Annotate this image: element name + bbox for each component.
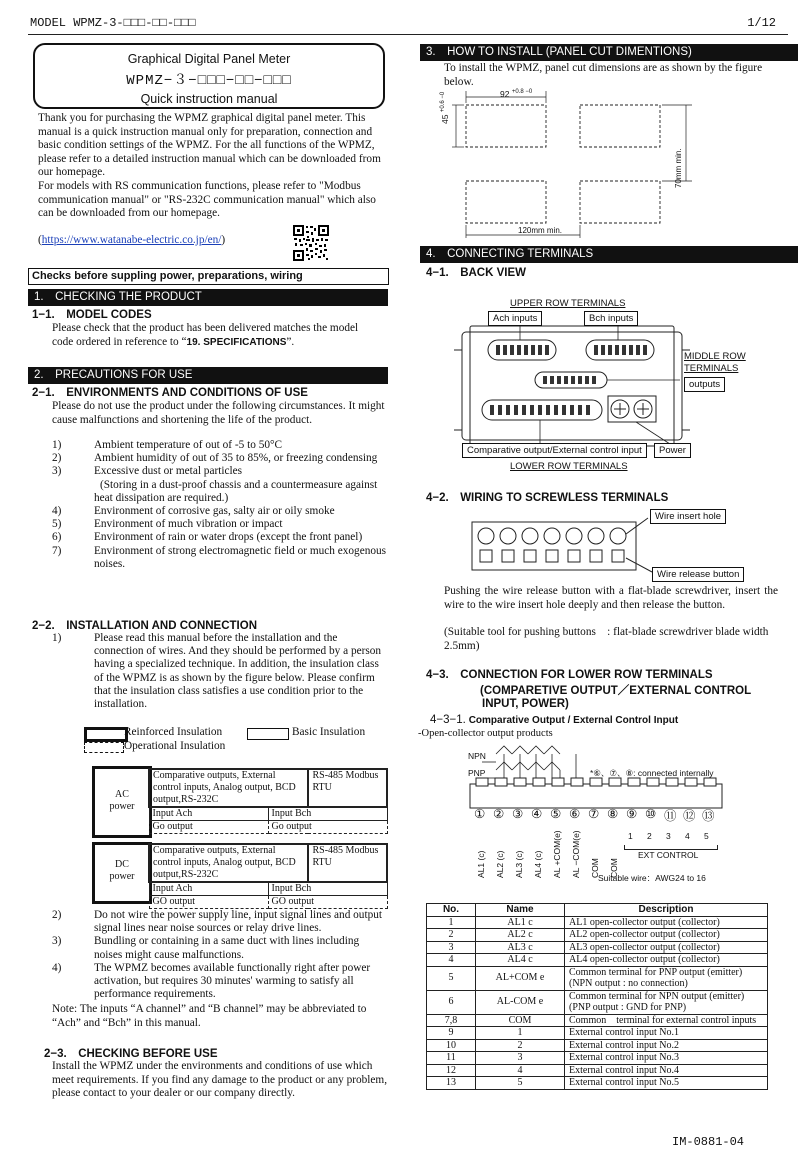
section-4-2-title: 4−2. WIRING TO SCREWLESS TERMINALS: [426, 492, 669, 504]
abbreviation-note: Note: The inputs “A channel” and “B channel” may be abbreviated to “Ach” and “Bch” in this manual.: [52, 1003, 367, 1029]
table-cell: AL2 c: [476, 929, 565, 942]
terminal-label-2: AL2 (c): [495, 850, 505, 878]
table-header-cell: No.: [427, 904, 476, 917]
page-number: 1/12: [747, 16, 776, 30]
terminal-label-8: COM: [609, 858, 619, 878]
intro-paragraph-2: For models with RS communication functions, please refer to "Modbus communication manual" or "RS-232C communication manual" which also can be downloaded from our homepage.: [38, 180, 376, 219]
npn-label: NPN: [468, 751, 486, 761]
inst-item-3-text: Bundling or containing in a same duct with lines including noises might cause malfunctions.: [94, 935, 360, 961]
terminal-numbers: [474, 806, 724, 822]
table-cell: 13: [427, 1077, 476, 1090]
table-cell: AL1 open-collector output (collector): [565, 916, 768, 929]
table-cell: Common terminal for PNP output (emitter) (NPN output : no connection): [565, 966, 768, 990]
env-item-5: [52, 518, 388, 531]
inst-item-3-num: 3): [52, 935, 62, 948]
table-cell: AL3 c: [476, 941, 565, 954]
section-4-3-title-line3: INPUT, POWER): [482, 698, 569, 710]
table-cell: 5: [476, 1077, 565, 1090]
reinforced-legend-swatch: [84, 727, 128, 742]
middle-row-label: MIDDLE ROW TERMINALS: [684, 351, 746, 374]
title-line2: WPMZ−３−□□□−□□−□□□: [126, 73, 292, 89]
table-cell: External control input No.3: [565, 1052, 768, 1065]
table-row: [427, 941, 768, 954]
env-item-2-num: 2): [52, 452, 62, 465]
dim-vertical-min: 70mm min.: [674, 148, 683, 188]
table-cell: 11: [427, 1052, 476, 1065]
env-item-1: [52, 439, 388, 452]
inst-item-1-text: Please read this manual before the installation and the connection of wires. And they should be performed by a person having a specialized technique. In addition, the insulation class of the WPMZ is as shown by the figure below. Please confirm that the insulation class satisfies a use condition prior to the installation.: [94, 632, 382, 711]
dim-width-value: 92: [500, 89, 510, 99]
env-item-5-num: 5): [52, 518, 62, 531]
operational-legend-swatch: [84, 742, 124, 753]
basic-legend-swatch: [247, 728, 289, 740]
env-item-1-num: 1): [52, 439, 62, 451]
wire-release-button-label: Wire release button: [652, 567, 744, 582]
ac-outputs-cell: Comparative outputs, External control inputs, Analog output, BCD output,RS-232C: [149, 769, 308, 807]
table-cell: AL+COM e: [476, 966, 565, 990]
ext-number-1: 1: [628, 831, 633, 841]
header-model: MODEL WPMZ-3-□□□-□□-□□□: [30, 16, 196, 30]
env-item-7-num: 7): [52, 544, 62, 557]
dim-height-tol: +0.6 −0: [440, 91, 447, 113]
env-item-3: [52, 465, 388, 505]
dc-rs485-cell: RS-485 Modbus RTU: [308, 844, 387, 882]
table-cell: 3: [476, 1052, 565, 1065]
basic-legend-label: Basic Insulation: [292, 726, 366, 738]
section-4-title: 4. CONNECTING TERMINALS: [420, 246, 798, 263]
ac-power-box: [92, 766, 152, 838]
env-item-6-num: 6): [52, 531, 62, 544]
table-cell: 6: [427, 990, 476, 1014]
env-item-2: [52, 452, 388, 465]
link-close: ): [221, 234, 226, 246]
table-row: [427, 1027, 768, 1040]
power-label: Power: [654, 443, 691, 458]
terminal-label-1: AL1 (c): [476, 850, 486, 878]
cutout-bottom-right: [580, 181, 660, 223]
lower-row-label: LOWER ROW TERMINALS: [510, 461, 628, 472]
env-item-2-text: Ambient humidity of out of 35 to 85%, or freezing condensing: [94, 452, 378, 465]
terminal-number-5: ⑤: [550, 807, 562, 821]
table-row: [427, 954, 768, 967]
table-cell: 7,8: [427, 1014, 476, 1027]
section-4-1-title: 4−1. BACK VIEW: [426, 267, 527, 279]
table-row: [427, 1014, 768, 1027]
reinforced-legend-label: Reinforced Insulation: [124, 726, 223, 738]
inst-item-4-text: The WPMZ becomes available functionally right after power activation, but requires 30 minutes' warming to satisfy all performance requirements.: [94, 961, 371, 1001]
table-cell: AL2 open-collector output (collector): [565, 929, 768, 942]
homepage-link[interactable]: https://www.watanabe-electric.co.jp/en/: [41, 234, 222, 246]
environment-list: [52, 439, 388, 571]
table-row: [427, 1052, 768, 1065]
comparative-output-label: Comparative output/External control input: [462, 443, 647, 458]
ac-rs485-cell: RS-485 Modbus RTU: [308, 769, 387, 807]
internal-connection-note: *⑥、⑦、⑧: connected internally: [590, 768, 714, 778]
section-1-title: 1. CHECKING THE PRODUCT: [28, 289, 388, 306]
inst-item-1-num: 1): [52, 632, 62, 644]
suitable-wire-label: Suitable wire：AWG24 to 16: [598, 873, 706, 883]
ac-insulation-table: [148, 768, 388, 834]
section-4-3-1-num: 4−3−1.: [430, 714, 466, 726]
table-cell: AL-COM e: [476, 990, 565, 1014]
ext-control-label: EXT CONTROL: [638, 850, 699, 860]
table-cell: 1: [427, 916, 476, 929]
section-3-title: 3. HOW TO INSTALL (PANEL CUT DIMENTIONS): [420, 44, 798, 61]
inst-item-2: [52, 909, 388, 935]
table-row: [427, 1039, 768, 1052]
model-codes-text-a: Please check that the product has been delivered matches the model code ordered in reference to “: [52, 322, 359, 348]
table-cell: 10: [427, 1039, 476, 1052]
table-cell: AL3 open-collector output (collector): [565, 941, 768, 954]
cutout-top-right: [580, 105, 660, 147]
qr-code-icon: [292, 224, 330, 262]
table-row: [427, 966, 768, 990]
terminal-number-13: ⑬: [702, 809, 715, 823]
env-item-3-note: (Storing in a dust-proof chassis and a countermeasure against heat dissipation are required.): [94, 478, 378, 504]
title-line3: Quick instruction manual: [140, 92, 278, 106]
table-cell: 2: [476, 1039, 565, 1052]
model-codes-text-b: ”.: [286, 335, 295, 348]
table-cell: 3: [427, 941, 476, 954]
dim-horizontal-min: 120mm min.: [518, 226, 563, 235]
section-2-1-title: 2−1. ENVIRONMENTS AND CONDITIONS OF USE: [32, 387, 308, 399]
terminal-number-2: ②: [493, 807, 505, 821]
env-item-7: [52, 545, 388, 571]
table-header-cell: Name: [476, 904, 565, 917]
ac-go2-cell: Go output: [268, 821, 387, 834]
ac-power-label: AC power: [109, 789, 135, 812]
ext-number-4: 4: [685, 831, 690, 841]
terminal-number-10: ⑩: [645, 807, 657, 821]
table-cell: 4: [427, 954, 476, 967]
ac-ach-cell: Input Ach: [149, 807, 268, 821]
table-cell: AL4 open-collector output (collector): [565, 954, 768, 967]
env-item-4-text: Environment of corrosive gas, salty air or oily smoke: [94, 505, 335, 518]
table-cell: External control input No.5: [565, 1077, 768, 1090]
env-item-6-text: Environment of rain or water drops (except the front panel): [94, 531, 363, 544]
section-2-3-title: 2−3. CHECKING BEFORE USE: [44, 1048, 218, 1060]
table-cell: External control input No.1: [565, 1027, 768, 1040]
wire-insert-hole-label: Wire insert hole: [650, 509, 726, 524]
env-item-7-text: Environment of strong electromagnetic field or much exogenous noises.: [94, 544, 387, 570]
table-cell: 9: [427, 1027, 476, 1040]
dc-insulation-table: [148, 843, 388, 909]
installation-item-1: [52, 632, 388, 711]
wiring-text: Pushing the wire release button with a flat-blade screwdriver, insert the wire to the wire insert hole deeply and then release the button.: [444, 585, 778, 611]
section-4-3-title-line2: (COMPARETIVE OUTPUT／EXTERNAL CONTROL: [480, 685, 752, 697]
operational-legend-label: Operational Insulation: [124, 740, 226, 752]
pnp-label: PNP: [468, 768, 486, 778]
upper-row-label: UPPER ROW TERMINALS: [510, 298, 626, 309]
table-cell: Common terminal for NPN output (emitter) (PNP output : GND for PNP): [565, 990, 768, 1014]
ac-bch-cell: Input Bch: [268, 807, 387, 821]
section-1-1-title: 1−1. MODEL CODES: [32, 309, 152, 321]
dim-width-tol: +0.8 −0: [511, 89, 533, 96]
table-cell: External control input No.2: [565, 1039, 768, 1052]
outputs-label: outputs: [684, 377, 725, 392]
terminal-number-6: ⑥: [569, 807, 581, 821]
title-line1: Graphical Digital Panel Meter: [127, 52, 291, 66]
ext-number-5: 5: [704, 831, 709, 841]
table-cell: AL4 c: [476, 954, 565, 967]
terminal-number-12: ⑫: [683, 809, 696, 823]
homepage-link-line: [38, 234, 225, 246]
dim-width: [500, 89, 532, 99]
link-open: (: [38, 234, 42, 246]
check-bar: Checks before suppling power, preparations, wiring: [28, 268, 389, 285]
section-4-3-1-title: [430, 714, 678, 726]
inst-item-2-num: 2): [52, 909, 62, 921]
terminal-number-3: ③: [512, 807, 524, 821]
table-header-cell: Description: [565, 904, 768, 917]
installation-list-2: [52, 909, 388, 1001]
section-4-3-title: 4−3. CONNECTION FOR LOWER ROW TERMINALS: [426, 669, 713, 681]
terminal-number-8: ⑧: [607, 807, 619, 821]
env-item-3-text: Excessive dust or metal particles: [94, 465, 243, 478]
title-box: [33, 43, 385, 109]
ext-number-3: 3: [666, 831, 671, 841]
table-cell: AL1 c: [476, 916, 565, 929]
document-number: IM-0881-04: [672, 1135, 745, 1149]
terminal-label-6: AL −COM(e): [571, 830, 581, 878]
cutout-bottom-left: [466, 181, 546, 223]
terminal-number-7: ⑦: [588, 807, 600, 821]
terminal-label-5: AL +COM(e): [552, 830, 562, 878]
ac-go1-cell: Go output: [149, 821, 268, 834]
table-row: [427, 916, 768, 929]
bch-inputs-label: Bch inputs: [584, 311, 638, 326]
dc-ach-cell: Input Ach: [149, 882, 268, 896]
model-codes-text: [52, 322, 382, 349]
table-cell: External control input No.4: [565, 1064, 768, 1077]
dc-power-box: [92, 842, 152, 904]
panel-cut-diagram: [430, 88, 730, 238]
table-row: [427, 1064, 768, 1077]
table-cell: 1: [476, 1027, 565, 1040]
dc-power-label: DC power: [109, 859, 135, 882]
table-cell: 2: [427, 929, 476, 942]
env-item-1-text: Ambient temperature of out of -5 to 50°C: [94, 439, 283, 451]
table-cell: 4: [476, 1064, 565, 1077]
spec-reference: 19. SPECIFICATIONS: [186, 336, 287, 348]
header-rule: [28, 34, 788, 35]
panel-cut-text: To install the WPMZ, panel cut dimensions are as shown by the figure below.: [444, 62, 763, 88]
terminal-table: [426, 903, 768, 1090]
terminal-number-9: ⑨: [626, 807, 638, 821]
cutout-top-left: [466, 105, 546, 147]
environment-intro: Please do not use the product under the following circumstances. It might cause malfunctions and shortening the life of the product.: [52, 400, 385, 426]
table-row: [427, 1077, 768, 1090]
env-item-3-num: 3): [52, 465, 62, 478]
checking-before-use-text: Install the WPMZ under the environments and conditions of use which meet requirements. If you find any damage to the product or any problem, please contact to your dealer or our company directly.: [52, 1060, 388, 1099]
dim-height: [440, 92, 450, 124]
terminal-table-body: [427, 916, 768, 1089]
terminal-table-header: [427, 904, 768, 917]
table-cell: Common terminal for external control inputs: [565, 1014, 768, 1027]
env-item-4: [52, 505, 388, 518]
ext-number-2: 2: [647, 831, 652, 841]
terminal-number-1: ①: [474, 807, 486, 821]
dc-go2-cell: GO output: [268, 896, 387, 909]
terminal-number-4: ④: [531, 807, 543, 821]
table-cell: COM: [476, 1014, 565, 1027]
dim-height-value: 45: [440, 114, 450, 124]
env-item-5-text: Environment of much vibration or impact: [94, 518, 283, 531]
env-item-6: [52, 531, 388, 544]
section-2-2-title: 2−2. INSTALLATION AND CONNECTION: [32, 620, 258, 632]
ext-control-numbers: [620, 831, 720, 843]
terminal-label-7: COM: [590, 858, 600, 878]
dc-bch-cell: Input Bch: [268, 882, 387, 896]
inst-item-4-num: 4): [52, 961, 62, 974]
tool-text: (Suitable tool for pushing buttons : flat-blade screwdriver blade width 2.5mm): [444, 626, 769, 652]
terminal-label-4: AL4 (c): [533, 850, 543, 878]
ach-inputs-label: Ach inputs: [488, 311, 542, 326]
terminal-number-11: ⑪: [664, 809, 677, 823]
table-row: [427, 929, 768, 942]
inst-item-3: [52, 935, 388, 961]
env-item-4-num: 4): [52, 505, 62, 518]
open-collector-text: -Open-collector output products: [418, 728, 553, 739]
inst-item-4: [52, 962, 388, 1002]
dc-outputs-cell: Comparative outputs, External control inputs, Analog output, BCD output,RS-232C: [149, 844, 308, 882]
table-cell: 12: [427, 1064, 476, 1077]
inst-item-2-text: Do not wire the power supply line, input signal lines and output signal lines near noise sources or relay drive lines.: [94, 909, 383, 935]
section-2-title: 2. PRECAUTIONS FOR USE: [28, 367, 388, 384]
intro-paragraph-1: Thank you for purchasing the WPMZ graphical digital panel meter. This manual is a quick instruction manual only for preparation, connection and basic condition settings of the WPMZ. For the all functions of the WPMZ, please refer to a detailed instruction manual which can be downloaded from our homepage.: [38, 112, 381, 178]
table-cell: 5: [427, 966, 476, 990]
dc-go1-cell: GO output: [149, 896, 268, 909]
section-4-3-1-text: Comparative Output / External Control Input: [468, 715, 679, 726]
table-row: [427, 990, 768, 1014]
terminal-label-3: AL3 (c): [514, 850, 524, 878]
